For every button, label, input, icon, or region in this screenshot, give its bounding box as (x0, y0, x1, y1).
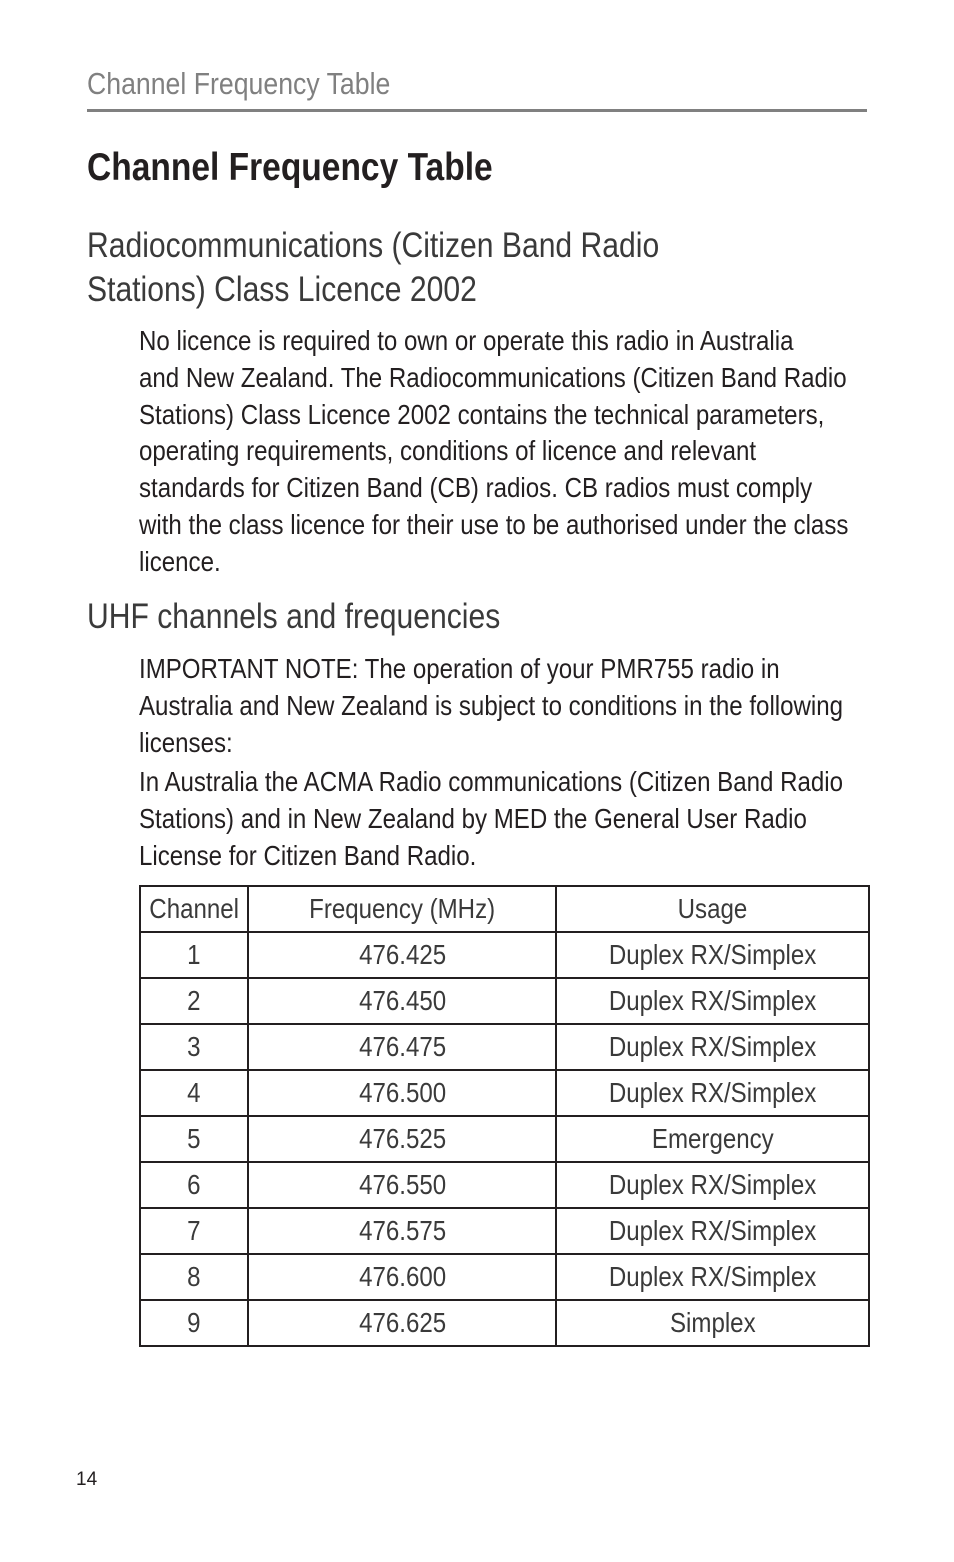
cell-channel: 8 (140, 1254, 248, 1300)
cell-frequency: 476.550 (248, 1162, 556, 1208)
cell-usage: Duplex RX/Simplex (556, 1070, 869, 1116)
running-header: Channel Frequency Table (87, 66, 391, 101)
table-row (140, 932, 869, 978)
uhf-section-heading: UHF channels and frequencies (87, 597, 501, 636)
cell-usage: Duplex RX/Simplex (556, 932, 869, 978)
paragraph-line: and New Zealand. The Radiocommunications (Citizen Band Radio (139, 361, 847, 393)
cell-channel: 7 (140, 1208, 248, 1254)
cell-channel: 6 (140, 1162, 248, 1208)
table-row (140, 1254, 869, 1300)
important-note-paragraph (139, 651, 843, 761)
paragraph-line: In Australia the ACMA Radio communications (Citizen Band Radio (139, 766, 844, 797)
cell-channel: 9 (140, 1300, 248, 1346)
cell-frequency: 476.525 (248, 1116, 556, 1162)
cell-channel: 1 (140, 932, 248, 978)
paragraph-line: Australia and New Zealand is subject to conditions in the following (139, 689, 844, 721)
cell-frequency: 476.450 (248, 978, 556, 1024)
paragraph-line: licence. (139, 545, 221, 577)
paragraph-line: Stations) and in New Zealand by MED the General User Radio (139, 802, 807, 834)
cell-frequency: 476.475 (248, 1024, 556, 1070)
licence-heading-line: Radiocommunications (Citizen Band Radio (87, 226, 660, 265)
cell-frequency: 476.575 (248, 1208, 556, 1254)
table-row (140, 1116, 869, 1162)
header-usage: Usage (556, 886, 869, 932)
table-row (140, 1024, 869, 1070)
cell-frequency: 476.600 (248, 1254, 556, 1300)
channel-frequency-table (139, 885, 870, 1347)
table-header-row (140, 886, 869, 932)
cell-channel: 5 (140, 1116, 248, 1162)
cell-usage: Duplex RX/Simplex (556, 1162, 869, 1208)
cell-usage: Emergency (556, 1116, 869, 1162)
cell-frequency: 476.425 (248, 932, 556, 978)
table-row (140, 978, 869, 1024)
cell-channel: 3 (140, 1024, 248, 1070)
page-number: 14 (76, 1469, 98, 1490)
paragraph-line: licenses: (139, 726, 233, 758)
cell-usage: Duplex RX/Simplex (556, 1208, 869, 1254)
header-frequency: Frequency (MHz) (248, 886, 556, 932)
cell-frequency: 476.625 (248, 1300, 556, 1346)
cell-channel: 4 (140, 1070, 248, 1116)
paragraph-line: IMPORTANT NOTE: The operation of your PMR755 radio in (139, 653, 780, 684)
paragraph-line: with the class licence for their use to be authorised under the class (139, 508, 849, 540)
cell-usage: Duplex RX/Simplex (556, 1254, 869, 1300)
licence-heading-line: Stations) Class Licence 2002 (87, 270, 477, 309)
table-row (140, 1300, 869, 1346)
acma-paragraph (139, 764, 843, 874)
table-row (140, 1070, 869, 1116)
cell-channel: 2 (140, 978, 248, 1024)
paragraph-line: operating requirements, conditions of licence and relevant (139, 435, 757, 467)
header-rule (87, 109, 867, 112)
table-row (140, 1208, 869, 1254)
paragraph-line: No licence is required to own or operate this radio in Australia (139, 325, 794, 356)
header-channel: Channel (140, 886, 248, 932)
table-row (140, 1162, 869, 1208)
cell-usage: Duplex RX/Simplex (556, 978, 869, 1024)
cell-usage: Duplex RX/Simplex (556, 1024, 869, 1070)
licence-paragraph (139, 323, 848, 581)
paragraph-line: License for Citizen Band Radio. (139, 839, 477, 871)
cell-usage: Simplex (556, 1300, 869, 1346)
page-title: Channel Frequency Table (87, 146, 493, 189)
paragraph-line: standards for Citizen Band (CB) radios. CB radios must comply (139, 472, 813, 504)
licence-section-heading (87, 224, 659, 312)
paragraph-line: Stations) Class Licence 2002 contains the technical parameters, (139, 398, 825, 430)
cell-frequency: 476.500 (248, 1070, 556, 1116)
